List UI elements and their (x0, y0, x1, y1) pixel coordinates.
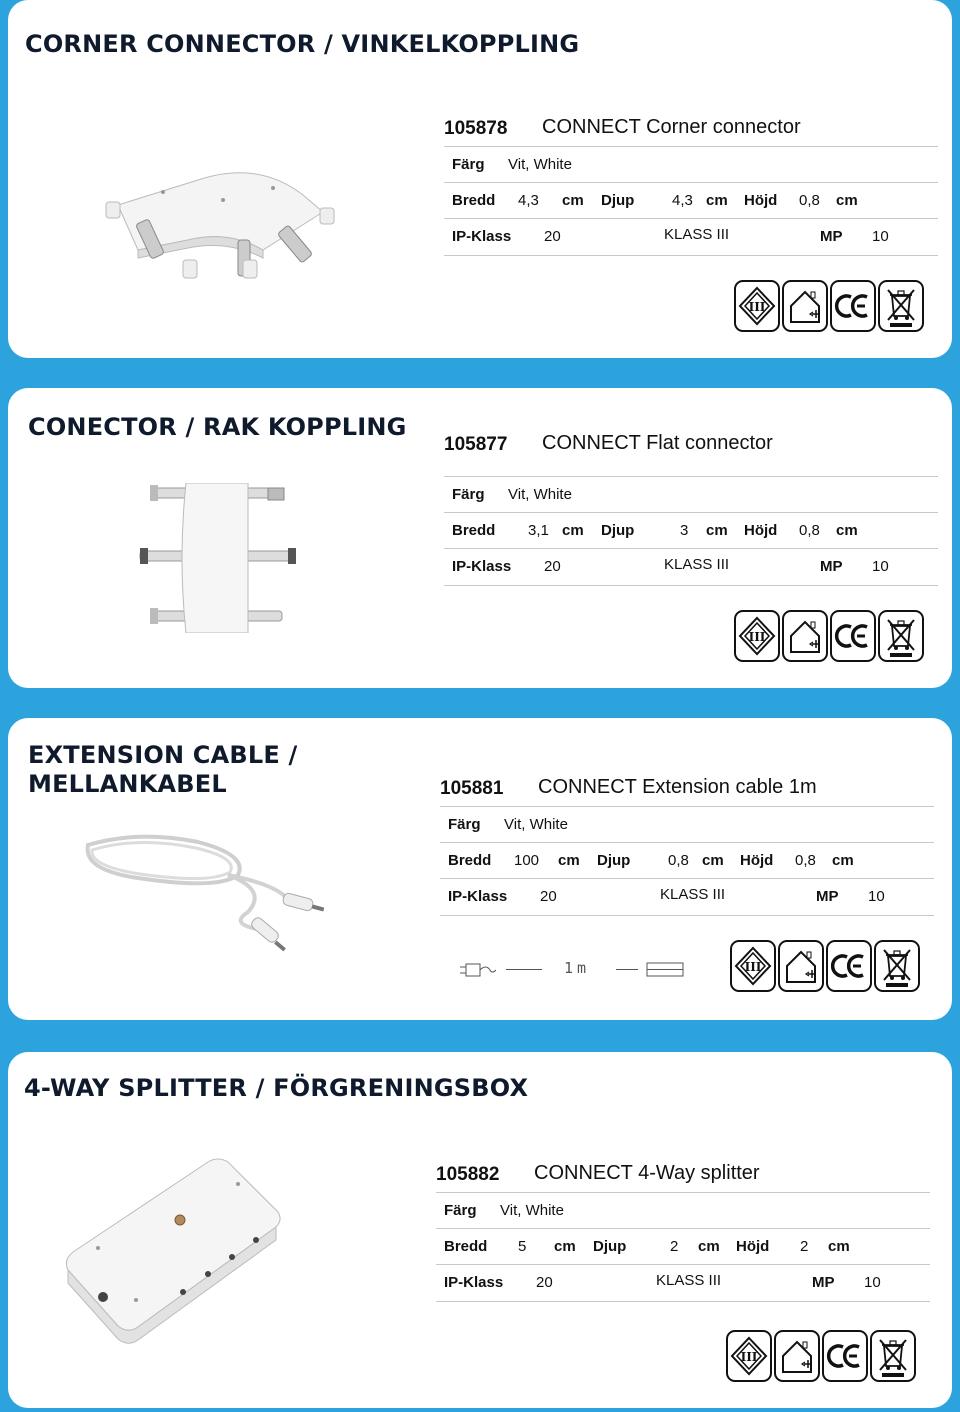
value-hojd: 2 (800, 1238, 809, 1255)
label-ip: IP-Klass (452, 228, 512, 245)
value-ip: 20 (544, 558, 561, 575)
product-code: 105882 (436, 1164, 500, 1185)
flat-connector-image (138, 483, 328, 633)
value-color: Vit, White (500, 1202, 564, 1219)
label-djup: Djup (601, 522, 635, 539)
label-hojd: Höjd (736, 1238, 770, 1255)
value-bredd: 3,1 (528, 522, 549, 539)
value-klass: KLASS III (660, 886, 726, 903)
row-color (444, 476, 938, 513)
product-card-extension-cable (8, 718, 952, 1020)
unit-cm: cm (832, 852, 854, 869)
label-mp: MP (820, 228, 843, 245)
row-color (436, 1192, 930, 1229)
value-bredd: 4,3 (518, 192, 539, 209)
label-djup: Djup (593, 1238, 627, 1255)
value-mp: 10 (872, 558, 889, 575)
product-name: CONNECT Flat connector (542, 432, 773, 454)
weee-bin-icon (878, 610, 924, 662)
product-name: CONNECT Extension cable 1m (538, 776, 817, 798)
indoor-use-icon (782, 280, 828, 332)
corner-connector-image (98, 150, 358, 290)
product-name: CONNECT 4-Way splitter (534, 1162, 760, 1184)
svg-text:III: III (748, 300, 766, 314)
row-class (444, 548, 938, 586)
ce-mark-icon (830, 610, 876, 662)
unit-cm: cm (702, 852, 724, 869)
unit-cm: cm (836, 192, 858, 209)
section-title-line2: MELLANKABEL (28, 770, 227, 798)
unit-cm: cm (554, 1238, 576, 1255)
value-hojd: 0,8 (799, 192, 820, 209)
row-dimensions (444, 182, 938, 219)
value-djup: 0,8 (668, 852, 689, 869)
ce-mark-icon (822, 1330, 868, 1382)
weee-bin-icon (878, 280, 924, 332)
label-ip: IP-Klass (444, 1274, 504, 1291)
section-title: 4-WAY SPLITTER / FÖRGRENINGSBOX (24, 1074, 529, 1102)
label-farg: Färg (452, 156, 485, 173)
certification-icons (726, 1330, 916, 1382)
class-iii-icon (734, 610, 780, 662)
length-label: 1m (564, 959, 591, 977)
class-iii-icon (726, 1330, 772, 1382)
value-djup: 3 (680, 522, 689, 539)
cable-line-right (616, 969, 638, 970)
label-farg: Färg (452, 486, 485, 503)
row-dimensions (436, 1228, 930, 1265)
product-code: 105877 (444, 434, 508, 455)
weee-bin-icon (874, 940, 920, 992)
row-color (444, 146, 938, 183)
label-ip: IP-Klass (448, 888, 508, 905)
value-hojd: 0,8 (795, 852, 816, 869)
svg-text:III: III (748, 630, 766, 644)
value-mp: 10 (864, 1274, 881, 1291)
extension-cable-image (78, 830, 328, 960)
connector-end-icon (646, 962, 686, 978)
value-hojd: 0,8 (799, 522, 820, 539)
unit-cm: cm (706, 192, 728, 209)
class-iii-icon (730, 940, 776, 992)
label-hojd: Höjd (744, 192, 778, 209)
value-klass: KLASS III (664, 226, 730, 243)
unit-cm: cm (698, 1238, 720, 1255)
splitter-image (58, 1152, 288, 1352)
value-bredd: 5 (518, 1238, 527, 1255)
unit-cm: cm (836, 522, 858, 539)
product-name: CONNECT Corner connector (542, 116, 801, 138)
value-color: Vit, White (508, 156, 572, 173)
label-farg: Färg (444, 1202, 477, 1219)
svg-text:III: III (744, 960, 762, 974)
weee-bin-icon (870, 1330, 916, 1382)
value-ip: 20 (536, 1274, 553, 1291)
unit-cm: cm (562, 522, 584, 539)
label-mp: MP (816, 888, 839, 905)
certification-icons (734, 280, 924, 332)
unit-cm: cm (558, 852, 580, 869)
section-title: CORNER CONNECTOR / VINKELKOPPLING (25, 30, 580, 58)
svg-text:III: III (740, 1350, 758, 1364)
label-mp: MP (812, 1274, 835, 1291)
class-iii-icon (734, 280, 780, 332)
label-bredd: Bredd (452, 192, 496, 209)
value-color: Vit, White (508, 486, 572, 503)
label-hojd: Höjd (740, 852, 774, 869)
indoor-use-icon (782, 610, 828, 662)
label-ip: IP-Klass (452, 558, 512, 575)
cable-line-left (506, 969, 542, 970)
section-title (28, 741, 298, 799)
label-bredd: Bredd (448, 852, 492, 869)
value-mp: 10 (868, 888, 885, 905)
indoor-use-icon (774, 1330, 820, 1382)
product-code: 105881 (440, 778, 504, 799)
section-title-line1: EXTENSION CABLE / (28, 741, 298, 769)
product-card-corner-connector (8, 0, 952, 358)
label-mp: MP (820, 558, 843, 575)
label-djup: Djup (597, 852, 631, 869)
product-card-flat-connector (8, 388, 952, 688)
unit-cm: cm (706, 522, 728, 539)
value-ip: 20 (540, 888, 557, 905)
value-bredd: 100 (514, 852, 540, 869)
label-djup: Djup (601, 192, 635, 209)
indoor-use-icon (778, 940, 824, 992)
certification-icons (730, 940, 920, 992)
ce-mark-icon (830, 280, 876, 332)
value-ip: 20 (544, 228, 561, 245)
value-klass: KLASS III (656, 1272, 722, 1289)
row-dimensions (444, 512, 938, 549)
product-code: 105878 (444, 118, 508, 139)
value-djup: 4,3 (672, 192, 693, 209)
row-dimensions (440, 842, 934, 879)
certification-icons (734, 610, 924, 662)
label-farg: Färg (448, 816, 481, 833)
section-title: CONECTOR / RAK KOPPLING (28, 413, 407, 441)
label-hojd: Höjd (744, 522, 778, 539)
row-class (436, 1264, 930, 1302)
row-class (444, 218, 938, 256)
value-mp: 10 (872, 228, 889, 245)
product-card-4way-splitter (8, 1052, 952, 1408)
plug-icon (460, 960, 496, 980)
value-djup: 2 (670, 1238, 679, 1255)
value-color: Vit, White (504, 816, 568, 833)
value-klass: KLASS III (664, 556, 730, 573)
ce-mark-icon (826, 940, 872, 992)
row-color (440, 806, 934, 843)
row-class (440, 878, 934, 916)
unit-cm: cm (828, 1238, 850, 1255)
label-bredd: Bredd (444, 1238, 488, 1255)
unit-cm: cm (562, 192, 584, 209)
label-bredd: Bredd (452, 522, 496, 539)
cable-length-diagram (460, 958, 700, 982)
